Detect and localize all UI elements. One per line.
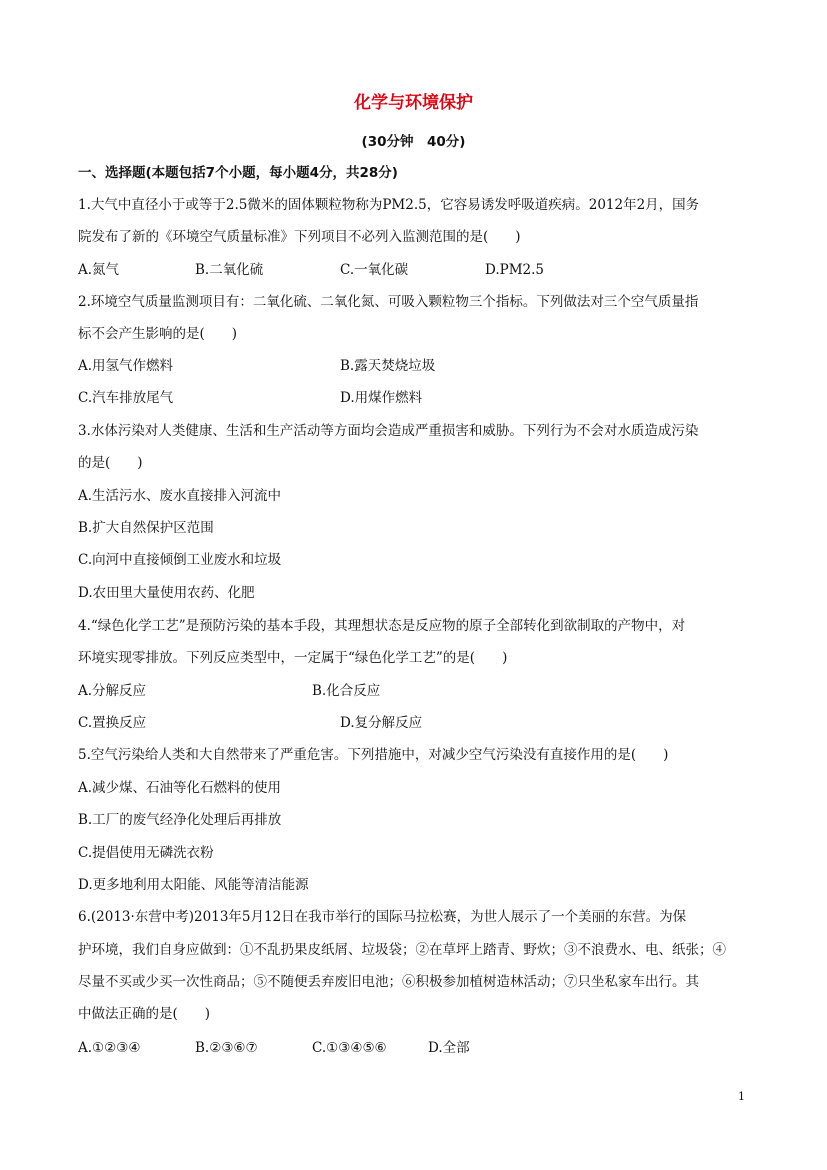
question-3-option-d: D.农田里大量使用农药、化肥 <box>78 585 255 601</box>
question-5-option-b: B.工厂的废气经净化处理后再排放 <box>78 812 282 828</box>
question-2-option-c: C.汽车排放尾气 <box>78 390 174 406</box>
question-5-option-c: C.提倡使用无磷洗衣粉 <box>78 845 214 861</box>
page-number: 1 <box>738 1090 745 1103</box>
question-4-line-2: 环境实现零排放。下列反应类型中，一定属于“绿色化学工艺”的是( ) <box>78 650 508 666</box>
question-6-line-3: 尽量不买或少买一次性商品；⑤不随便丢弃废旧电池；⑥积极参加植树造林活动；⑦只坐私家车出行。其 <box>78 974 699 990</box>
question-4-line-1: 4.“绿色化学工艺”是预防污染的基本手段，其理想状态是反应物的原子全部转化到欲制取的产物中，对 <box>78 618 686 634</box>
question-1-option-b: B.二氧化硫 <box>195 262 264 278</box>
question-6-line-2: 护环境，我们自身应做到：①不乱扔果皮纸屑、垃圾袋；②在草坪上踏青、野炊；③不浪费水、电、纸张；④ <box>78 942 726 958</box>
question-3-option-a: A.生活污水、废水直接排入河流中 <box>78 488 282 504</box>
question-2-option-b: B.露天焚烧垃圾 <box>340 358 436 374</box>
section-heading: 一、选择题(本题包括7个小题，每小题4分，共28分) <box>78 165 398 181</box>
question-4-option-a: A.分解反应 <box>78 683 147 699</box>
question-4-option-d: D.复分解反应 <box>340 715 423 731</box>
question-1-line-2: 院发布了新的《环境空气质量标准》下列项目不必列入监测范围的是( ) <box>78 229 521 245</box>
question-6-option-b: B.②③⑥⑦ <box>195 1040 258 1056</box>
question-3-option-c: C.向河中直接倾倒工业废水和垃圾 <box>78 552 282 568</box>
question-5-option-a: A.减少煤、石油等化石燃料的使用 <box>78 780 282 796</box>
question-3-line-1: 3.水体污染对人类健康、生活和生产活动等方面均会造成严重损害和威胁。下列行为不会对水质造成污染 <box>78 423 699 439</box>
question-1-line-1: 1.大气中直径小于或等于2.5微米的固体颗粒物称为PM2.5，它容易诱发呼吸道疾病。2012年2月，国务 <box>78 197 700 213</box>
question-5-line-1: 5.空气污染给人类和大自然带来了严重危害。下列措施中，对减少空气污染没有直接作用的是( ) <box>78 747 669 763</box>
question-1-option-c: C.一氧化碳 <box>340 262 409 278</box>
question-2-line-2: 标不会产生影响的是( ) <box>78 326 238 342</box>
question-4-option-c: C.置换反应 <box>78 715 147 731</box>
question-4-option-b: B.化合反应 <box>312 683 381 699</box>
question-2-option-a: A.用氢气作燃料 <box>78 358 174 374</box>
question-6-option-d: D.全部 <box>428 1040 470 1056</box>
question-3-line-2: 的是( ) <box>78 455 143 471</box>
question-6-option-c: C.①③④⑤⑥ <box>312 1040 387 1056</box>
question-5-option-d: D.更多地利用太阳能、风能等清洁能源 <box>78 877 309 893</box>
document-subtitle: (30分钟 40分) <box>361 134 466 150</box>
question-1-option-a: A.氮气 <box>78 262 120 278</box>
question-6-line-1: 6.(2013·东营中考)2013年5月12日在我市举行的国际马拉松赛，为世人展示了一个美丽的东营。为保 <box>78 909 687 925</box>
question-2-option-d: D.用煤作燃料 <box>340 390 423 406</box>
question-6-line-4: 中做法正确的是( ) <box>78 1006 211 1022</box>
document-title: 化学与环境保护 <box>354 93 473 113</box>
question-3-option-b: B.扩大自然保护区范围 <box>78 520 214 536</box>
question-1-option-d: D.PM2.5 <box>485 262 545 278</box>
question-6-option-a: A.①②③④ <box>78 1040 141 1056</box>
question-2-line-1: 2.环境空气质量监测项目有：二氧化硫、二氧化氮、可吸入颗粒物三个指标。下列做法对三个空气质量指 <box>78 294 699 310</box>
